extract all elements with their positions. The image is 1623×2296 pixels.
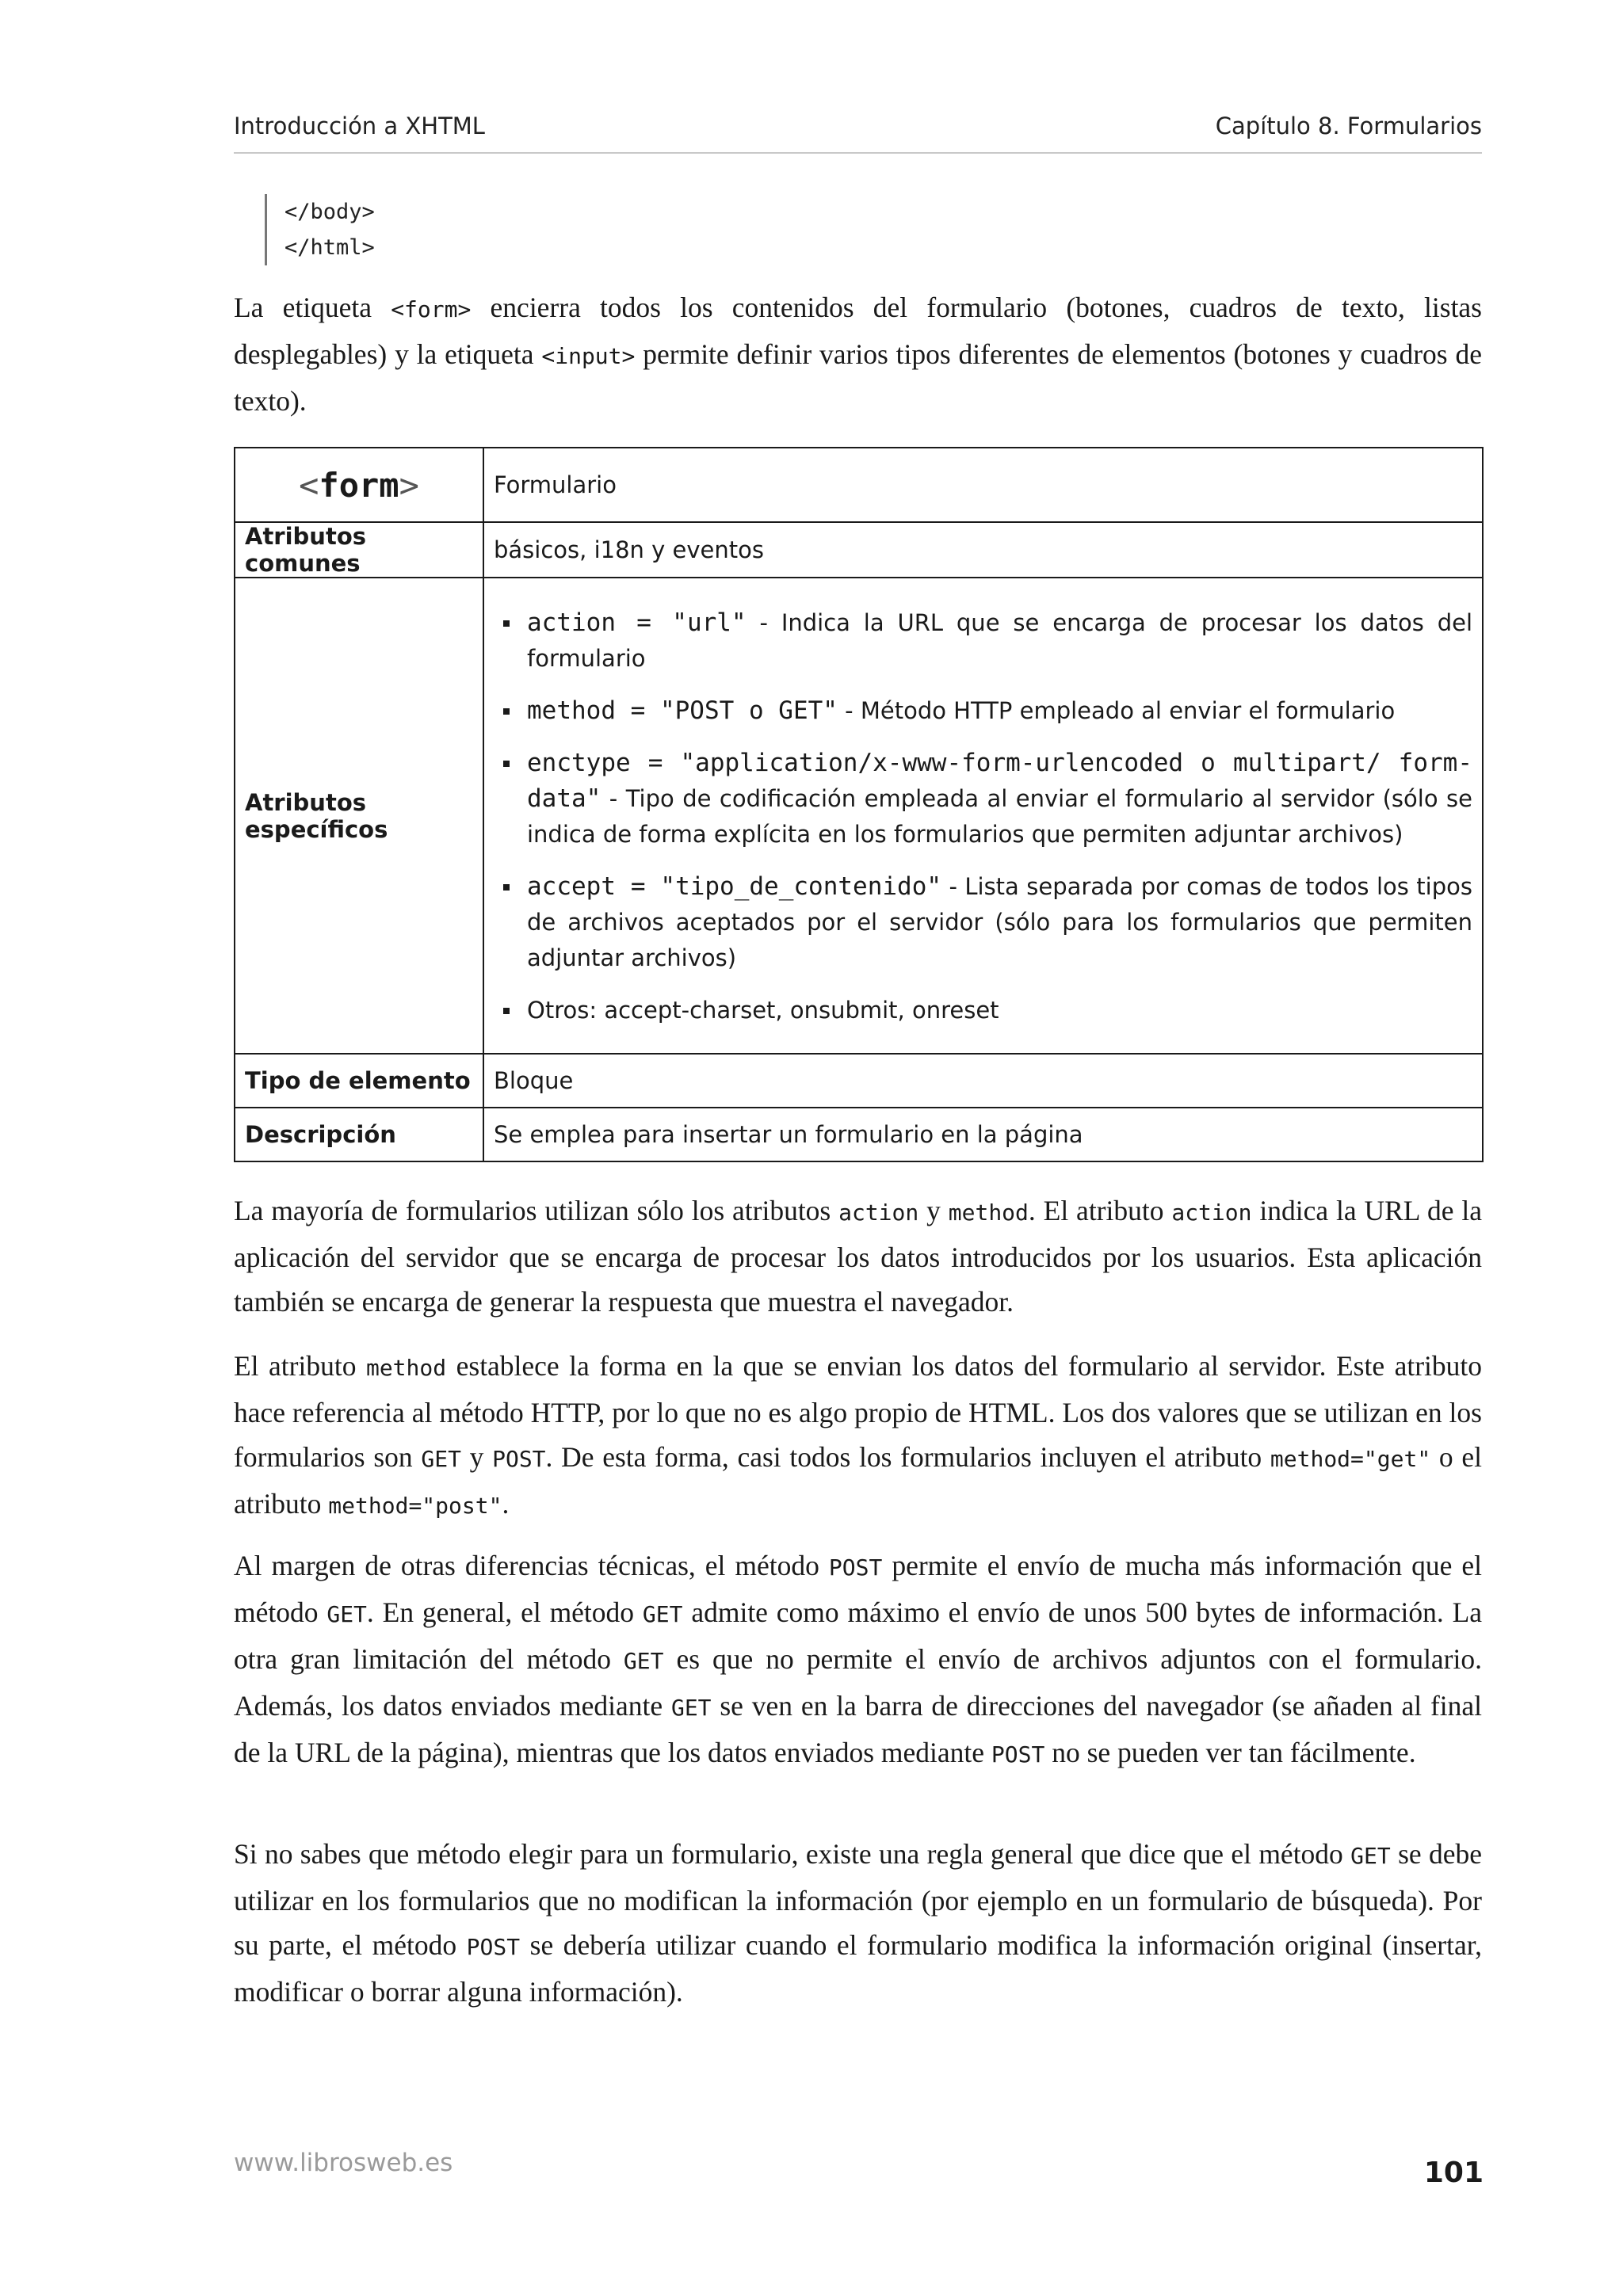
list-item: Otros: accept-charset, onsubmit, onreset [494, 993, 1472, 1028]
row-value: básicos, i18n y eventos [483, 522, 1483, 578]
code-line: </html> [285, 235, 375, 260]
tag-name-cell: <form> [235, 448, 483, 522]
row-label: Tipo de elemento [235, 1054, 483, 1108]
footer-url: www.librosweb.es [234, 2149, 453, 2177]
page-number: 101 [1423, 2157, 1484, 2189]
row-label: Descripción [235, 1108, 483, 1161]
page-header [234, 113, 1482, 154]
intro-paragraph: La etiqueta <form> encierra todos los contenidos del formulario (botones, cuadros de texto, listas desplegables) y la etiqueta <input> permite definir varios tipos diferentes de elementos (botones y cuadros de texto). [234, 292, 1482, 417]
list-item: action = "url" - Indica la URL que se encarga de procesar los datos del formulario [494, 605, 1472, 677]
inline-code: <form> [391, 296, 472, 322]
chapter-title: Capítulo 8. Formularios [1215, 113, 1482, 139]
row-value: Bloque [483, 1054, 1483, 1108]
attribute-list [494, 588, 1472, 1044]
element-reference-table [234, 447, 1484, 1162]
book-title: Introducción a XHTML [234, 113, 485, 139]
code-line: </body> [285, 200, 375, 224]
paragraph: La mayoría de formularios utilizan sólo los atributos action y method. El atributo action indica la URL de la aplicación del servidor que se encarga de procesar los datos introducidos por los usuarios. Esta aplicación también se encarga de generar la respuesta que muestra el navegador. [234, 1195, 1482, 1318]
table-row [235, 1108, 1483, 1161]
table-row [235, 448, 1483, 522]
list-item: enctype = "application/x-www-form-urlencoded o multipart/ form-data" - Tipo de codificación empleada al enviar el formulario al servidor (sólo se indica de forma explícita en los formularios que permiten adjuntar archivos) [494, 746, 1472, 852]
tag-description: Formulario [483, 448, 1483, 522]
list-item: method = "POST o GET" - Método HTTP empleado al enviar el formulario [494, 693, 1472, 729]
code-snippet [265, 194, 760, 265]
table-row [235, 1054, 1483, 1108]
table-row [235, 522, 1483, 578]
paragraph: Si no sabes que método elegir para un formulario, existe una regla general que dice que el método GET se debe utilizar en los formularios que no modifican la información (por ejemplo en un formulario de búsqueda). Por su parte, el método POST se debería utilizar cuando el formulario modifica la información original (insertar, modificar o borrar alguna información). [234, 1838, 1482, 2008]
paragraph: Al margen de otras diferencias técnicas, el método POST permite el envío de mucha más información que el método GET. En general, el método GET admite como máximo el envío de unos 500 bytes de información. La otra gran limitación del método GET es que no permite el envío de archivos adjuntos con el formulario. Además, los datos enviados mediante GET se ven en la barra de direcciones del navegador (se añaden al final de la URL de la página), mientras que los datos enviados mediante POST no se pueden ver tan fácilmente. [234, 1550, 1483, 1768]
inline-code: <input> [541, 343, 636, 369]
paragraph: El atributo method establece la forma en la que se envian los datos del formulario al servidor. Este atributo hace referencia al método HTTP, por lo que no es algo propio de HTML. Los dos valores que se utilizan en los formularios son GET y POST. De esta forma, casi todos los formularios incluyen el atributo method="get" o el atributo method="post". [234, 1350, 1483, 1520]
row-label: Atributos específicos [235, 578, 483, 1054]
row-label: Atributos comunes [235, 522, 483, 578]
table-row [235, 578, 1483, 1054]
attributes-cell [483, 578, 1483, 1054]
row-value: Se emplea para insertar un formulario en la página [483, 1108, 1483, 1161]
list-item: accept = "tipo_de_contenido" - Lista separada por comas de todos los tipos de archivos aceptados por el servidor (sólo para los formularios que permiten adjuntar archivos) [494, 869, 1472, 976]
